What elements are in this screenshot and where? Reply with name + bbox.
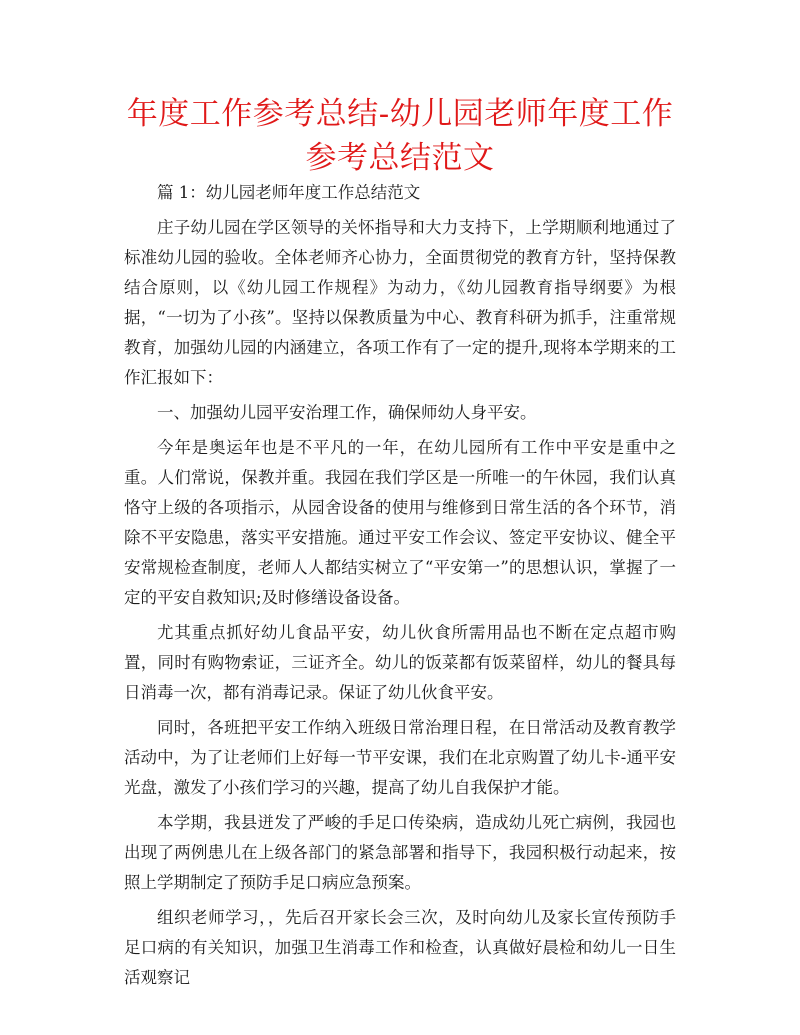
paragraph-section-heading: 篇 1：幼儿园老师年度工作总结范文: [157, 183, 421, 202]
paragraph-class-safety: 同时，各班把平安工作纳入班级日常治理日程，在日常活动及教育教学活动中，为了让老师们上好每一节平安课，我们在北京购置了幼儿卡-通平安光盘，激发了小孩们学习的兴趣，提高了幼儿自我保护才能。: [124, 718, 676, 797]
paragraph-intro: 庄子幼儿园在学区领导的关怀指导和大力支持下，上学期顺利地通过了标准幼儿园的验收。全体老师齐心协力，全面贯彻党的教育方针，坚持保教结合原则，以《幼儿园工作规程》为动力，《幼儿园教育指导纲要》为根据，“一切为了小孩”。坚持以保教质量为中心、教育科研为抓手，注重常规教育，加强幼儿园的内涵建立，各项工作有了一定的提升,现将本学期来的工作汇报如下：: [124, 218, 676, 387]
document-body: [124, 178, 676, 993]
paragraph-teacher-training: 组织老师学习，，先后召开家长会三次，及时向幼儿及家长宣传预防手足口病的有关知识，加强卫生消毒工作和检查，认真做好晨检和幼儿一日生活观察记: [124, 908, 676, 987]
paragraph-disease-outbreak: 本学期，我县迸发了严峻的手足口传染病，造成幼儿死亡病例，我园也出现了两例患儿在上级各部门的紧急部署和指导下，我园积极行动起来，按照上学期制定了预防手足口病应急预案。: [124, 813, 676, 892]
paragraph-safety-overview: 今年是奥运年也是不平凡的一年，在幼儿园所有工作中平安是重中之重。人们常说，保教并重。我园在我们学区是一所唯一的午休园，我们认真恪守上级的各项指示，从园舍设备的使用与维修到日常生活的各个环节，消除不平安隐患，落实平安措施。通过平安工作会议、签定平安协议、健全平安常规检查制度，老师人人都结实树立了“平安第一”的思想认识，掌握了一定的平安自救知识;及时修缮设备设备。: [124, 438, 676, 607]
paragraph-food-safety: 尤其重点抓好幼儿食品平安，幼儿伙食所需用品也不断在定点超市购置，同时有购物索证，三证齐全。幼儿的饭菜都有饭菜留样，幼儿的餐具每日消毒一次，都有消毒记录。保证了幼儿伙食平安。: [124, 623, 676, 702]
document-title: 年度工作参考总结-幼儿园老师年度工作参考总结范文: [126, 96, 674, 176]
paragraph-subheading-safety: 一、加强幼儿园平安治理工作，确保师幼人身平安。: [157, 403, 537, 422]
